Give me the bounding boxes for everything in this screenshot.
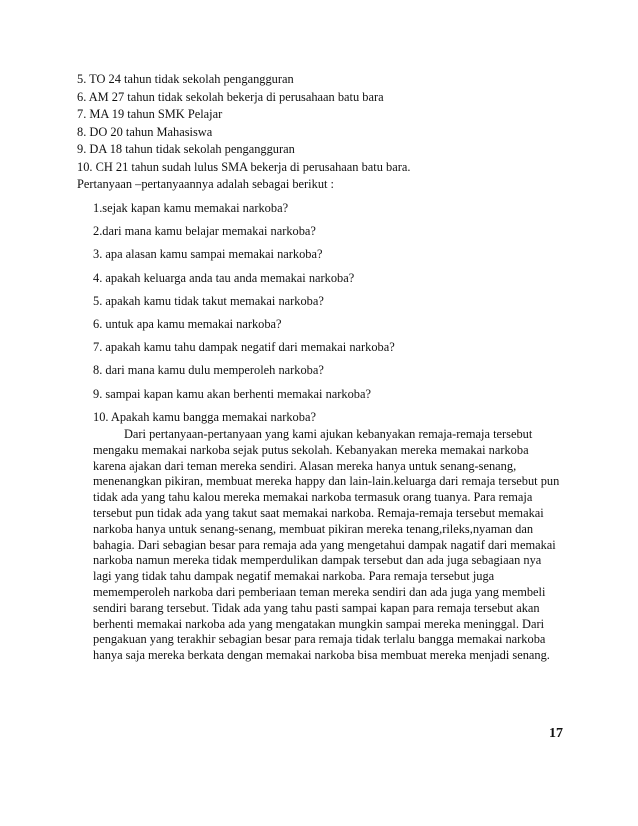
paragraph-line: karena ajakan dari teman mereka sendiri. Alasan mereka hanya untuk senang-senang,	[93, 458, 517, 473]
respondent-line: 9. DA 18 tahun tidak sekolah pengangguran	[77, 142, 295, 156]
paragraph-line: menenangkan pikiran, membuat mereka happy dan lain-lain.keluarga dari remaja tersebut pun	[93, 474, 560, 489]
question-item: 6. untuk apa kamu memakai narkoba?	[93, 316, 282, 331]
paragraph-line: hanya saja mereka berkata dengan memakai narkoba bisa membuat mereka menjadi senang.	[93, 648, 550, 663]
question-item: 8. dari mana kamu dulu memperoleh narkoba?	[93, 363, 324, 378]
question-item: 10. Apakah kamu bangga memakai narkoba?	[93, 409, 316, 424]
paragraph-line: Dari pertanyaan-pertanyaan yang kami ajukan kebanyakan remaja-remaja tersebut	[93, 427, 533, 441]
questions-intro: Pertanyaan –pertanyaannya adalah sebagai berikut :	[77, 177, 334, 191]
respondent-line: 5. TO 24 tahun tidak sekolah pengangguran	[77, 72, 294, 86]
paragraph-line: mememperoleh narkoba dari pemberiaan teman mereka sendiri dan ada juga yang membeli	[93, 584, 546, 599]
paragraph-line: tidak ada yang tahu kalou mereka memakai narkoba termasuk orang tuanya. Para remaja	[93, 490, 533, 505]
paragraph-line: berhenti memakai narkoba ada yang mengatakan mungkin sampai mereka meninggal. Dari	[93, 616, 545, 631]
question-item: 5. apakah kamu tidak takut memakai narkoba?	[93, 293, 324, 308]
paragraph-line: narkoba namun mereka tidak memperdulikan dampak tersebut dan ada juga sebagiaan nya	[93, 553, 542, 568]
paragraph-line: pengakuan yang terakhir sebagian besar para remaja tidak terlalu bangga memakai narkoba	[93, 632, 546, 647]
question-item: 1.sejak kapan kamu memakai narkoba?	[93, 201, 289, 215]
paragraph-line: bahagia. Dari sebagian besar para remaja ada yang mengetahui dampak nagatif dari memakai	[93, 537, 556, 552]
question-item: 4. apakah keluarga anda tau anda memakai narkoba?	[93, 270, 355, 285]
paragraph-line: lagi yang tidak tahu dampak negatif memakai narkoba. Para remaja tersebut juga	[93, 569, 495, 584]
question-item: 7. apakah kamu tahu dampak negatif dari memakai narkoba?	[93, 340, 395, 355]
respondent-line: 8. DO 20 tahun Mahasiswa	[77, 124, 213, 139]
question-item: 3. apa alasan kamu sampai memakai narkoba?	[93, 247, 323, 262]
paragraph-line: tersebut pun tidak ada yang takut saat memakai narkoba. Remaja-remaja tersebut memakai	[93, 505, 544, 520]
respondent-line: 10. CH 21 tahun sudah lulus SMA bekerja di perusahaan batu bara.	[77, 159, 411, 174]
question-list	[93, 197, 573, 429]
conclusion-paragraph	[93, 427, 573, 664]
respondent-list	[77, 71, 577, 194]
respondent-line: 6. AM 27 tahun tidak sekolah bekerja di perusahaan batu bara	[77, 89, 384, 104]
paragraph-line: narkoba hanya untuk senang-senang, membuat pikiran mereka tenang,rileks,nyaman dan	[93, 521, 534, 536]
respondent-line: 7. MA 19 tahun SMK Pelajar	[77, 107, 223, 121]
paragraph-line: mengaku memakai narkoba sejak putus sekolah. Kebanyakan mereka memakai narkoba	[93, 442, 529, 457]
question-item: 9. sampai kapan kamu akan berhenti memakai narkoba?	[93, 386, 371, 401]
paragraph-line: sendiri barang tersebut. Tidak ada yang tahu pasti sampai kapan para remaja tersebut akan	[93, 600, 540, 615]
page-number: 17	[549, 726, 563, 741]
question-item: 2.dari mana kamu belajar memakai narkoba?	[93, 224, 316, 239]
